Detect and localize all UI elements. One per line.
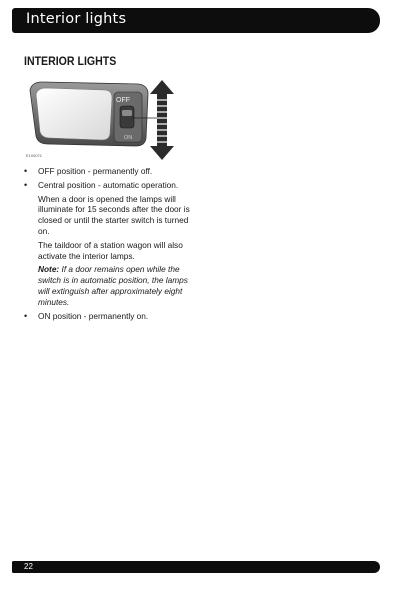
switch-knob [122, 110, 132, 116]
body-text [24, 166, 194, 324]
paragraph: When a door is opened the lamps will illuminate for 15 seconds after the door is closed or until the starter switch is turned on. [38, 193, 190, 236]
note-text: If a door remains open while the switch is in automatic position, the lamps will extinguish after approximately eight minutes. [38, 264, 188, 307]
paragraph: The taildoor of a station wagon will also activate the interior lamps. [38, 239, 183, 261]
page-title: Interior lights [26, 11, 127, 27]
figure-reference: E100071 [26, 153, 43, 158]
double-arrow-icon [150, 80, 174, 160]
footer-bar [12, 561, 380, 573]
switch-on-label: ON [124, 135, 133, 141]
list-item: • Central position - automatic operation. [24, 180, 194, 191]
interior-light-illustration [26, 78, 186, 164]
page-number: 22 [24, 562, 33, 571]
section-heading: INTERIOR LIGHTS [24, 56, 117, 68]
note [24, 264, 194, 307]
header-bar [12, 8, 380, 33]
list-item: • ON position - permanently on. [24, 311, 194, 322]
list-item: • OFF position - permanently off. [24, 166, 194, 177]
switch-slider [120, 106, 134, 128]
note-label: Note: [38, 264, 60, 275]
lamp-lens [36, 88, 112, 140]
switch-off-label: OFF [116, 97, 130, 104]
